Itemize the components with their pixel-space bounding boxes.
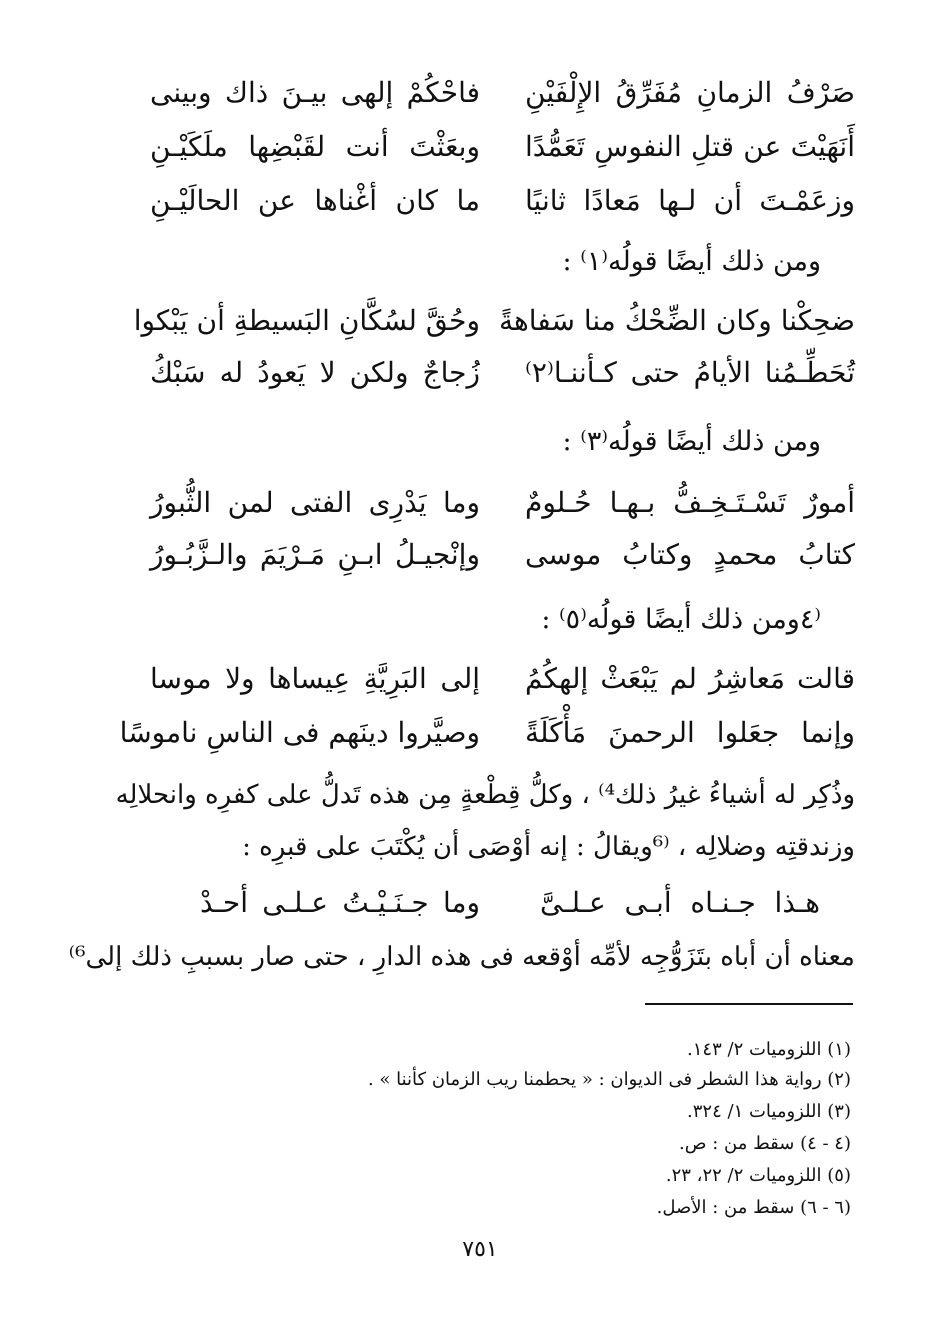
verse-hemistich-second: وإنْجيـلُ ابـنِ مَـرْيَمَ والـزَّبُـورُ <box>150 538 480 571</box>
footnote: (٥) اللزوميات ٢/ ٢٢، ٢٣. <box>665 1165 851 1186</box>
footnote: (٣) اللزوميات ١/ ٣٢٤. <box>687 1101 851 1122</box>
verse-line <box>150 124 855 170</box>
verse-hemistich-first: تُحَطِّـمُنا الأيامُ حتى كـأننـا⁽٢⁾ <box>525 356 855 389</box>
verse-line <box>133 298 855 344</box>
verse-hemistich-first: وإنما جعَلوا الرحمنَ مَأْكَلَةً <box>525 716 855 749</box>
verse-hemistich-second: ما كان أغْناها عن الحالَيْـنِ <box>150 184 480 217</box>
poem-intro: ومن ذلك أيضًا قولُه⁽١⁾ : <box>562 246 821 277</box>
verse-hemistich-second: زُجاجٌ ولكن لا يَعودُ له سَبْكُ <box>150 356 480 389</box>
verse-hemistich-first: ضحِكْنا وكان الضِّحْكُ منا سَفاهةً <box>498 304 855 337</box>
verse-line <box>150 70 855 116</box>
page-number: ٧٥١ <box>462 1237 498 1262</box>
verse-line <box>150 656 855 702</box>
verse-hemistich-second: وما يَدْرِى الفتى لمن الثُّبورُ <box>150 486 480 519</box>
poem-intro: ⁽٤ومن ذلك أيضًا قولُه⁽٥⁾ : <box>541 604 821 635</box>
footnote: (١) اللزوميات ٢/ ١٤٣. <box>687 1039 851 1060</box>
verse-hemistich-first: هـذا جـنـاه أبـى عـلـىَّ <box>540 886 820 919</box>
verse-line <box>119 710 855 756</box>
prose-line: معناه أن أباه بتَزَوُّجِه لأمِّه أوْقعه فى هذه الدارِ ، حتى صار بسببِ ذلك إلى⁶⁾ <box>68 942 855 972</box>
verse-hemistich-second: وبعَثْتَ أنت لقَبْضِها ملَكَيْـنِ <box>150 130 480 163</box>
footnote: (٤ - ٤) سقط من : ص. <box>679 1133 851 1154</box>
verse-hemistich-first: كتابُ محمدٍ وكتابُ موسى <box>525 538 855 571</box>
verse-hemistich-first: قالت مَعاشِرُ لم يَبْعَثْ إلهكُمُ <box>525 662 855 695</box>
verse-hemistich-first: أمورٌ تَسْـتَـخِـفُّ بـهـا حُـلومٌ <box>525 486 855 519</box>
verse-line <box>150 532 855 578</box>
verse-hemistich-first: أَنَهَيْتَ عن قتلِ النفوسِ تَعَمُّدًا <box>525 130 855 163</box>
verse-hemistich-first: صَرْفُ الزمانِ مُفَرِّقُ الإِلْفَيْنِ <box>525 76 855 109</box>
verse-line <box>150 178 855 224</box>
verse-hemistich-second: وحُقَّ لسُكَّانِ البَسيطةِ أن يَبْكوا <box>133 304 480 337</box>
verse-line <box>150 480 855 526</box>
prose-line: وزندقتِه وضلالِه ، ⁽⁶ويقالُ : إنه أوْصَى أن يُكْتَبَ على قبرِه : <box>242 832 855 862</box>
verse-hemistich-second: إلى البَرِيَّةِ عِيساها ولا موسا <box>150 662 480 695</box>
verse-hemistich-second: وصيَّروا دينَهم فى الناسِ ناموسًا <box>119 716 480 749</box>
epitaph-verse <box>200 880 820 926</box>
verse-hemistich-second: وما جـنَـيْـتُ عـلـى أحـدْ <box>200 886 480 919</box>
poem-intro: ومن ذلك أيضًا قولُه⁽٣⁾ : <box>562 426 821 457</box>
footnote-divider <box>645 1003 853 1005</box>
prose-line: وذُكِر له أشياءُ غيرُ ذلك⁴⁾ ، وكلُّ قِطْعةٍ مِن هذه تَدلُّ على كفرِه وانحلالِه <box>115 780 855 810</box>
verse-hemistich-second: فاحْكُمْ إلهى بيـنَ ذاك وبينى <box>150 76 480 109</box>
footnote: (٦ - ٦) سقط من : الأصل. <box>656 1197 851 1218</box>
footnote: (٢) رواية هذا الشطر فى الديوان : « يحطمنا ريب الزمان كأننا » . <box>367 1069 851 1090</box>
verse-hemistich-first: وزعَمْـتَ أن لـها مَعادًا ثانيًا <box>525 184 855 217</box>
verse-line <box>150 350 855 396</box>
